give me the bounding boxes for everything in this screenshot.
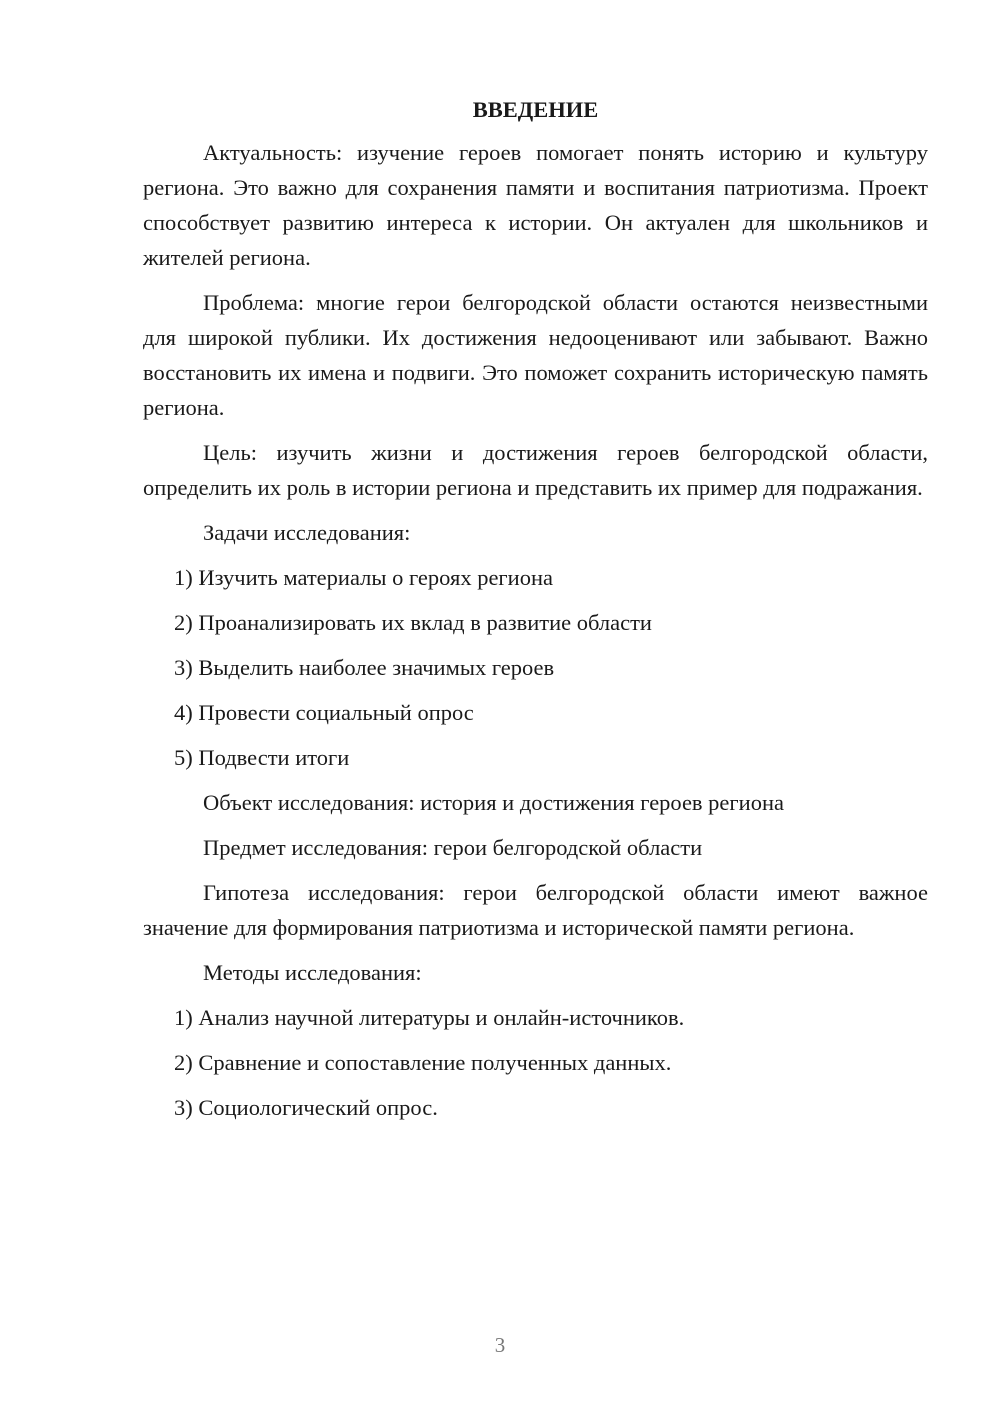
- page-number: 3: [494, 1333, 506, 1357]
- research-subject: Предмет исследования: герои белгородской области: [203, 835, 703, 860]
- task-item: 3) Выделить наиболее значимых героев: [174, 655, 555, 680]
- hypothesis-paragraph: Гипотеза исследования: герои белгородской области имеют важное значение для формирования патриотизма и исторической памяти региона.: [143, 880, 928, 940]
- task-item: 1) Изучить материалы о героях региона: [174, 565, 553, 590]
- method-item: 1) Анализ научной литературы и онлайн-источников.: [174, 1005, 685, 1030]
- document-page: [143, 92, 928, 1135]
- task-item: 4) Провести социальный опрос: [174, 700, 474, 725]
- goal-paragraph: Цель: изучить жизни и достижения героев белгородской области, определить их роль в истории региона и представить их пример для подражания.: [143, 440, 928, 500]
- problem-paragraph: Проблема: многие герои белгородской области остаются неизвестными для широкой публики. Их достижения недооценивают или забывают. Важно восстановить их имена и подвиги. Это поможет сохранить историческую память региона.: [143, 290, 928, 420]
- relevance-paragraph: Актуальность: изучение героев помогает понять историю и культуру региона. Это важно для сохранения памяти и воспитания патриотизма. Проект способствует развитию интереса к истории. Он актуален для школьников и жителей региона.: [143, 140, 928, 270]
- page-title: ВВЕДЕНИЕ: [472, 97, 599, 122]
- tasks-heading: Задачи исследования:: [203, 520, 411, 545]
- research-object: Объект исследования: история и достижения героев региона: [203, 790, 784, 815]
- method-item: 2) Сравнение и сопоставление полученных данных.: [174, 1050, 672, 1075]
- task-item: 2) Проанализировать их вклад в развитие области: [174, 610, 652, 635]
- method-item: 3) Социологический опрос.: [174, 1095, 438, 1120]
- task-item: 5) Подвести итоги: [174, 745, 350, 770]
- methods-heading: Методы исследования:: [203, 960, 422, 985]
